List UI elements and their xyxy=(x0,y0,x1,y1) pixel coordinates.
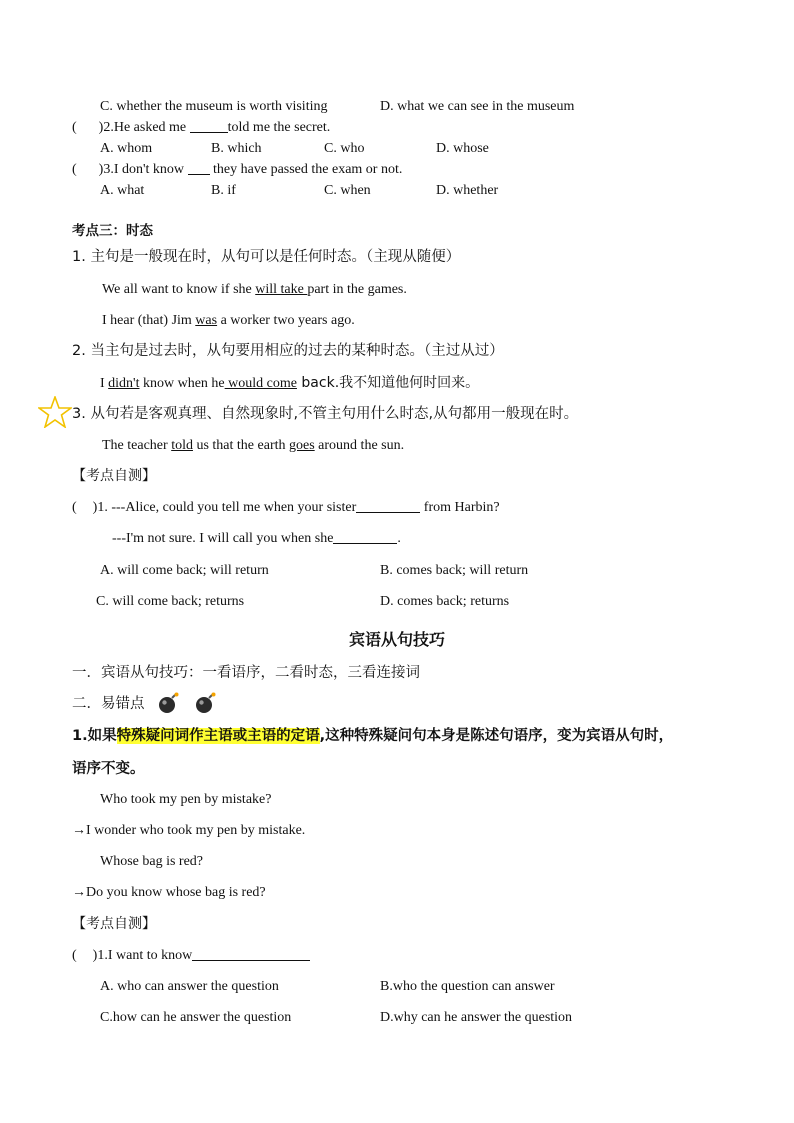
selftest2-option-b: B.who the question can answer xyxy=(380,979,555,994)
q3-option-d: D. whether xyxy=(436,183,499,198)
example-4: The teacher told us that the earth goes around the sun. xyxy=(102,438,405,453)
option-d: D. what we can see in the museum xyxy=(380,99,575,114)
answer-blank[interactable] xyxy=(192,947,310,961)
q2-option-a: A. whom xyxy=(100,141,153,156)
rule-1: 1. 主句是一般现在时，从句可以是任何时态。（主现从随便） xyxy=(72,249,461,265)
question-2: ( )2.He asked me told me the secret. xyxy=(72,120,331,135)
tips-example-1-arrow: →I wonder who took my pen by mistake. xyxy=(72,823,306,838)
example-3: I didn't know when he would come back.我不知道他何时回来。 xyxy=(100,375,480,391)
q2-option-b: B. which xyxy=(211,141,262,156)
answer-blank[interactable] xyxy=(356,499,420,513)
option-c: C. whether the museum is worth visiting xyxy=(100,99,328,114)
tips-line-2: 二．易错点 xyxy=(72,692,218,721)
question-3: ( )3.I don't know they have passed the exam or not. xyxy=(72,162,403,177)
selftest2-question-1: ( )1.I want to know xyxy=(72,947,310,965)
q3-option-a: A. what xyxy=(100,183,145,198)
q3-option-c: C. when xyxy=(324,183,371,198)
bomb-icon xyxy=(157,692,181,721)
q2-option-d: D. whose xyxy=(436,141,489,156)
rule-2: 2. 当主句是过去时，从句要用相应的过去的某种时态。（主过从过） xyxy=(72,343,504,359)
selftest-option-c: C. will come back; returns xyxy=(96,594,245,609)
q3-option-b: B. if xyxy=(211,183,236,198)
selftest-heading-2: 【考点自测】 xyxy=(72,916,156,932)
tips-line-1: 一．宾语从句技巧：一看语序，二看时态，三看连接词 xyxy=(72,665,420,681)
selftest-question-1: ( )1. ---Alice, could you tell me when your sister from Harbin? xyxy=(72,500,500,515)
tips-point-1-cont: 语序不变。 xyxy=(72,761,145,777)
selftest-option-a: A. will come back; will return xyxy=(100,563,269,578)
answer-blank[interactable] xyxy=(190,119,228,133)
tips-example-1: Who took my pen by mistake? xyxy=(100,792,272,807)
selftest-option-d: D. comes back; returns xyxy=(380,594,510,609)
page-title: 宾语从句技巧 xyxy=(348,630,445,649)
tips-point-1: 1.如果特殊疑问词作主语或主语的定语,这种特殊疑问句本身是陈述句语序，变为宾语从句时， xyxy=(72,728,674,744)
star-outline-icon xyxy=(38,396,72,433)
example-2: I hear (that) Jim was a worker two years ago. xyxy=(102,313,355,328)
tips-example-2-arrow: →Do you know whose bag is red? xyxy=(72,885,266,900)
rule-3: 3. 从句若是客观真理、自然现象时,不管主句用什么时态,从句都用一般现在时。 xyxy=(72,406,579,422)
selftest-option-b: B. comes back; will return xyxy=(380,563,529,578)
answer-blank[interactable] xyxy=(188,161,210,175)
selftest-heading: 【考点自测】 xyxy=(72,468,156,484)
selftest-reply: ---I'm not sure. I will call you when she . xyxy=(112,531,401,546)
tips-example-2: Whose bag is red? xyxy=(100,854,204,869)
bomb-icon xyxy=(194,692,218,721)
highlighted-text: 特殊疑问词作主语或主语的定语 xyxy=(116,728,320,744)
selftest2-option-c: C.how can he answer the question xyxy=(100,1010,292,1025)
answer-blank[interactable] xyxy=(333,530,397,544)
section-heading-tense: 考点三：时态 xyxy=(72,223,153,239)
q2-option-c: C. who xyxy=(324,141,365,156)
selftest2-option-a: A. who can answer the question xyxy=(100,979,279,994)
example-1: We all want to know if she will take part in the games. xyxy=(102,282,407,297)
selftest2-option-d: D.why can he answer the question xyxy=(380,1010,573,1025)
